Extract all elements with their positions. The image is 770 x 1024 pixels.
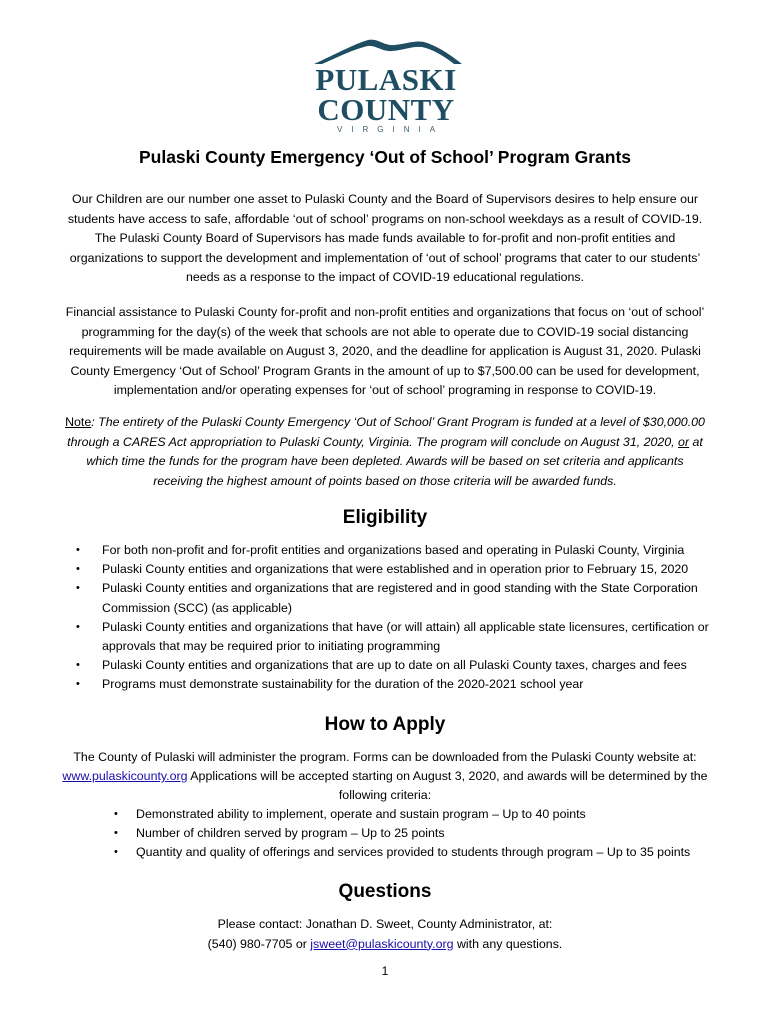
list-item <box>76 541 722 560</box>
logo-wordmark-county: COUNTY <box>317 92 455 127</box>
criteria-item-text: Demonstrated ability to implement, operate and sustain program – Up to 40 points <box>136 807 586 821</box>
bullet-icon: • <box>114 827 118 840</box>
eligibility-item-text: Pulaski County entities and organizations that were established and in operation prior to February 15, 2020 <box>102 562 689 577</box>
list-item <box>76 618 722 656</box>
list-item <box>114 805 736 824</box>
note-text-b: at which time the funds for the program have been depleted. Awards will be based on set criteria and applicants receiving the highest amount of points based on those criteria will be awarded funds. <box>86 434 703 488</box>
intro-paragraph: Our Children are our number one asset to Pulaski County and the Board of Supervisors desires to help ensure our students have access to safe, affordable ‘out of school’ programs on non-school weekdays as a result of COVID-19. The Pulaski County Board of Supervisors has made funds available to for-profit and non-profit entities and organizations to support the development and implementation of ‘out of school’ programs that cater to our students’ needs as a response to the impact of COVID-19 educational regulations. <box>67 192 703 285</box>
contact-line-1: Please contact: Jonathan D. Sweet, County Administrator, at: <box>217 917 553 931</box>
list-item <box>76 560 722 579</box>
eligibility-item-text: Pulaski County entities and organizations that have (or will attain) all applicable state licensures, certification or approvals that may be required prior to initiating programming <box>102 619 709 654</box>
logo-wordmark-virginia: VIRGINIA <box>336 125 445 134</box>
criteria-item-text: Number of children served by program – Up to 25 points <box>136 826 445 841</box>
apply-intro-text-a: The County of Pulaski will administer the program. Forms can be downloaded from the Pulaski County website at: <box>73 750 697 764</box>
note-paragraph <box>60 413 710 491</box>
apply-intro-text-b: Applications will be accepted starting on August 3, 2020, and awards will be determined by the following criteria: <box>187 769 708 803</box>
contact-line-2 <box>60 935 710 955</box>
eligibility-item-text: Pulaski County entities and organizations that are registered and in good standing with the State Corporation Commission (SCC) (as applicable) <box>102 581 698 615</box>
list-item <box>76 656 722 675</box>
eligibility-item-text: For both non-profit and for-profit entities and organizations based and operating in Pulaski County, Virginia <box>102 543 685 557</box>
financial-assistance-paragraph: Financial assistance to Pulaski County for-profit and non-profit entities and organizations that focus on ‘out of school’ programming for the day(s) of the week that schools are not able to operate due to COVID-19 social distancing requirements will be made available on August 3, 2020, and the deadline for application is August 31, 2020. Pulaski County Emergency ‘Out of School’ Program Grants in the amount of up to $7,500.00 can be used for development, implementation and/or operating expenses for ‘out of school’ programing in response to COVID-19. <box>65 305 705 398</box>
eligibility-list <box>76 541 722 695</box>
criteria-list <box>114 805 736 863</box>
note-text-a: : The entirety of the Pulaski County Emergency ‘Out of School’ Grant Program is funded at a level of $30,000.00 through a CARES Act appropriation to Pulaski County, Virginia. The program will conclude on August 31, 2020, <box>67 415 705 449</box>
list-item <box>76 579 722 617</box>
bullet-icon: • <box>76 544 80 556</box>
list-item <box>114 843 736 862</box>
document-title: Pulaski County Emergency ‘Out of School’ Program Grants <box>138 147 632 167</box>
list-item <box>114 824 736 843</box>
bullet-icon: • <box>114 808 118 820</box>
eligibility-item-text: Programs must demonstrate sustainability for the duration of the 2020-2021 school year <box>102 677 584 692</box>
eligibility-heading: Eligibility <box>342 507 428 528</box>
how-to-apply-intro <box>60 748 710 806</box>
bullet-icon: • <box>76 582 80 595</box>
note-or-word: or <box>678 434 690 449</box>
pulaski-county-logo <box>306 36 466 138</box>
bullet-icon: • <box>76 563 80 576</box>
criteria-item-text: Quantity and quality of offerings and services provided to students through program – Up to 35 points <box>136 845 691 860</box>
bullet-icon: • <box>76 659 80 672</box>
contact-closing-text: with any questions. <box>453 936 563 951</box>
questions-heading: Questions <box>338 881 432 902</box>
contact-block <box>60 915 710 954</box>
logo-wordmark-pulaski: PULASKI <box>315 62 457 97</box>
contact-phone-text: (540) 980-7705 or <box>207 936 311 951</box>
note-label: Note <box>65 415 92 429</box>
bullet-icon: • <box>76 678 80 691</box>
page-number: 1 <box>381 964 389 978</box>
contact-email-link[interactable]: jsweet@pulaskicounty.org <box>310 936 454 951</box>
list-item <box>76 675 722 694</box>
bullet-icon: • <box>114 846 118 859</box>
county-website-link[interactable]: www.pulaskicounty.org <box>62 769 188 784</box>
eligibility-item-text: Pulaski County entities and organizations that are up to date on all Pulaski County taxes, charges and fees <box>102 658 687 673</box>
how-to-apply-heading: How to Apply <box>324 714 446 735</box>
bullet-icon: • <box>76 620 80 633</box>
